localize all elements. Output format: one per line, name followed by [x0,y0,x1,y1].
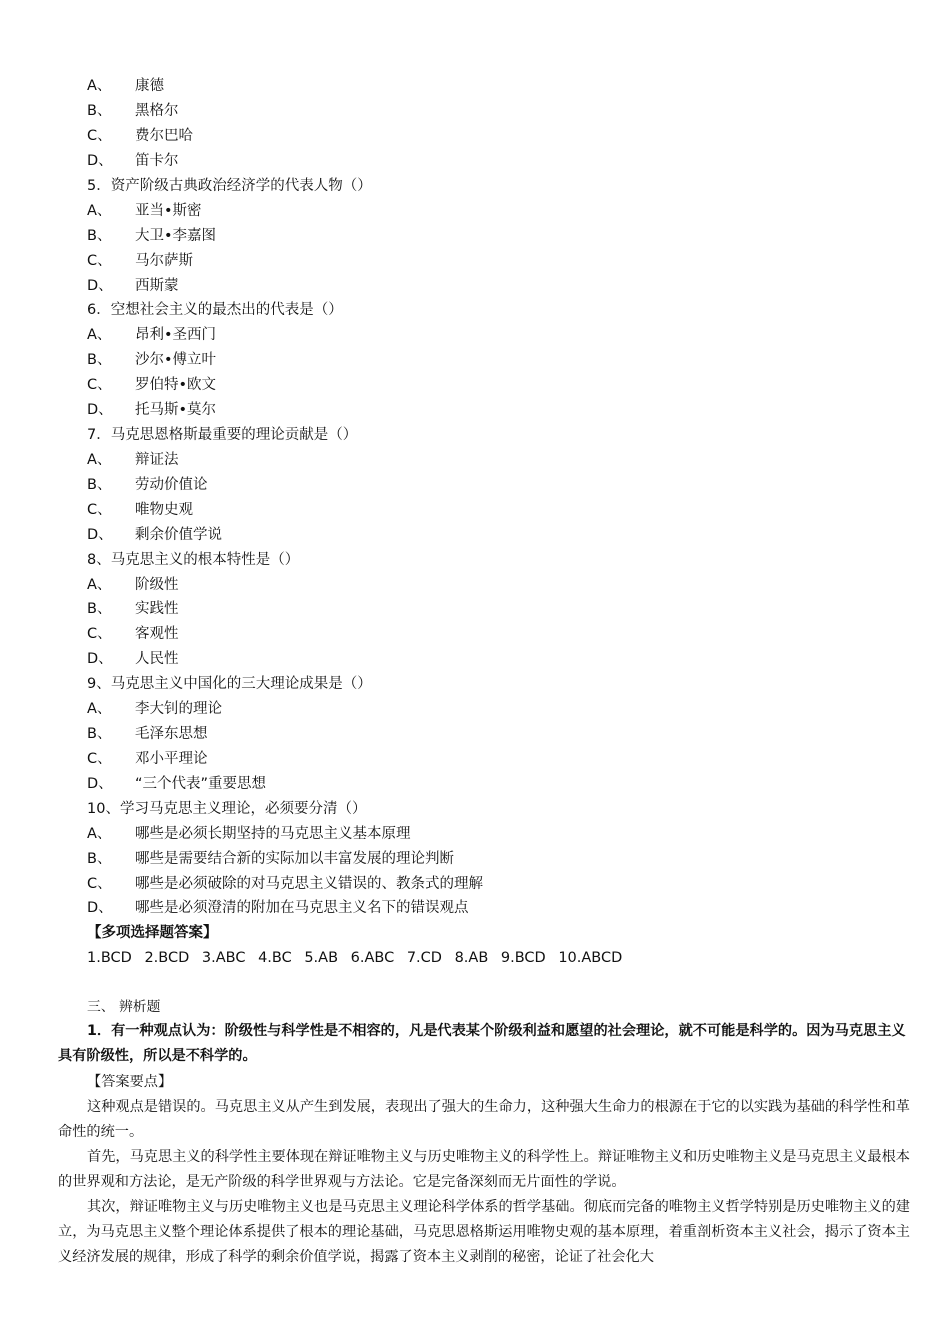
q4-option-a: A、 康德 [87,78,164,94]
answer-item: 8.AB [454,950,489,966]
answer-item: 9.BCD [500,950,546,966]
q10-option-a: A、 哪些是必须长期坚持的马克思主义基本原理 [87,826,411,842]
answer-heading: 【多项选择题答案】 [87,925,218,941]
answer-item: 2.BCD [144,950,190,966]
answer-item: 1.BCD [87,950,132,966]
answer-item: 10.ABCD [558,950,623,966]
q7-option-a: A、 辩证法 [87,452,179,468]
q7-stem: 7．马克思恩格斯最重要的理论贡献是（） [87,427,358,443]
q9-option-b: B、 毛泽东思想 [87,726,208,742]
answer-item: 7.CD [406,950,442,966]
q8-option-d: D、 人民性 [87,651,179,667]
q5-stem: 5．资产阶级古典政治经济学的代表人物（） [87,178,372,194]
q5-option-b: B、 大卫•李嘉图 [87,228,217,244]
q8-option-a: A、 阶级性 [87,577,179,593]
q4-option-c: C、 费尔巴哈 [87,128,193,144]
q10-option-b: B、 哪些是需要结合新的实际加以丰富发展的理论判断 [87,851,454,867]
q4-option-d: D、 笛卡尔 [87,153,179,169]
section3-q1-text: ．有一种观点认为：阶级性与科学性是不相容的，凡是代表某个阶级利益和愿望的社会理论，就不可能是科学的。因为马克思主义具有阶级性，所以是不科学的。 [58,1023,906,1064]
q9-option-c: C、 邓小平理论 [87,751,208,767]
q9-stem: 9、马克思主义中国化的三大理论成果是（） [87,676,372,692]
q6-stem: 6．空想社会主义的最杰出的代表是（） [87,302,343,318]
q10-option-d: D、 哪些是必须澄清的附加在马克思主义名下的错误观点 [87,900,469,916]
q9-option-d: D、 “三个代表”重要思想 [87,776,267,792]
section3-heading: 三、 辨析题 [87,999,161,1015]
q7-option-b: B、 劳动价值论 [87,477,208,493]
q8-option-c: C、 客观性 [87,626,179,642]
answer-item: 4.BC [258,950,292,966]
q9-option-a: A、 李大钊的理论 [87,701,222,717]
answer-key-heading: 【答案要点】 [87,1074,173,1090]
q6-option-a: A、 昂利•圣西门 [87,327,217,343]
q5-option-d: D、 西斯蒙 [87,278,179,294]
answer-item: 3.ABC [201,950,246,966]
answer-paragraph-1: 这种观点是错误的。马克思主义从产生到发展，表现出了强大的生命力，这种强大生命力的根源在于它的以实践为基础的科学性和革命性的统一。 [58,1099,910,1140]
q5-option-c: C、 马尔萨斯 [87,253,193,269]
q6-option-b: B、 沙尔•傅立叶 [87,352,217,368]
q8-stem: 8、马克思主义的根本特性是（） [87,552,300,568]
q8-option-b: B、 实践性 [87,601,179,617]
answer-paragraph-2: 首先，马克思主义的科学性主要体现在辩证唯物主义与历史唯物主义的科学性上。辩证唯物主义和历史唯物主义是马克思主义最根本的世界观和方法论，是无产阶级的科学世界观与方法论。它是完备深刻而无片面性的学说。 [58,1149,910,1190]
q5-option-a: A、 亚当•斯密 [87,203,202,219]
answer-list [87,948,630,968]
q6-option-c: C、 罗伯特•欧文 [87,377,217,393]
q10-option-c: C、 哪些是必须破除的对马克思主义错误的、教条式的理解 [87,876,483,892]
q7-option-d: D、 剩余价值学说 [87,527,222,543]
q6-option-d: D、 托马斯•莫尔 [87,402,217,418]
section3-q1-stem [58,1019,910,1069]
q7-option-c: C、 唯物史观 [87,502,193,518]
answer-paragraph-3: 其次，辩证唯物主义与历史唯物主义也是马克思主义理论科学体系的哲学基础。彻底而完备的唯物主义哲学特别是历史唯物主义的建立，为马克思主义整个理论体系提供了根本的理论基础，马克思恩格斯运用唯物史观的基本原理，着重剖析资本主义社会，揭示了资本主义经济发展的规律，形成了科学的剩余价值学说，揭露了资本主义剥削的秘密，论证了社会化大 [58,1199,910,1265]
q10-stem: 10、学习马克思主义理论，必须要分清（） [87,801,367,817]
q4-option-b: B、 黑格尔 [87,103,179,119]
answer-item: 6.ABC [350,950,395,966]
answer-item: 5.AB [304,950,339,966]
section3-q1-number: 1 [87,1023,97,1039]
